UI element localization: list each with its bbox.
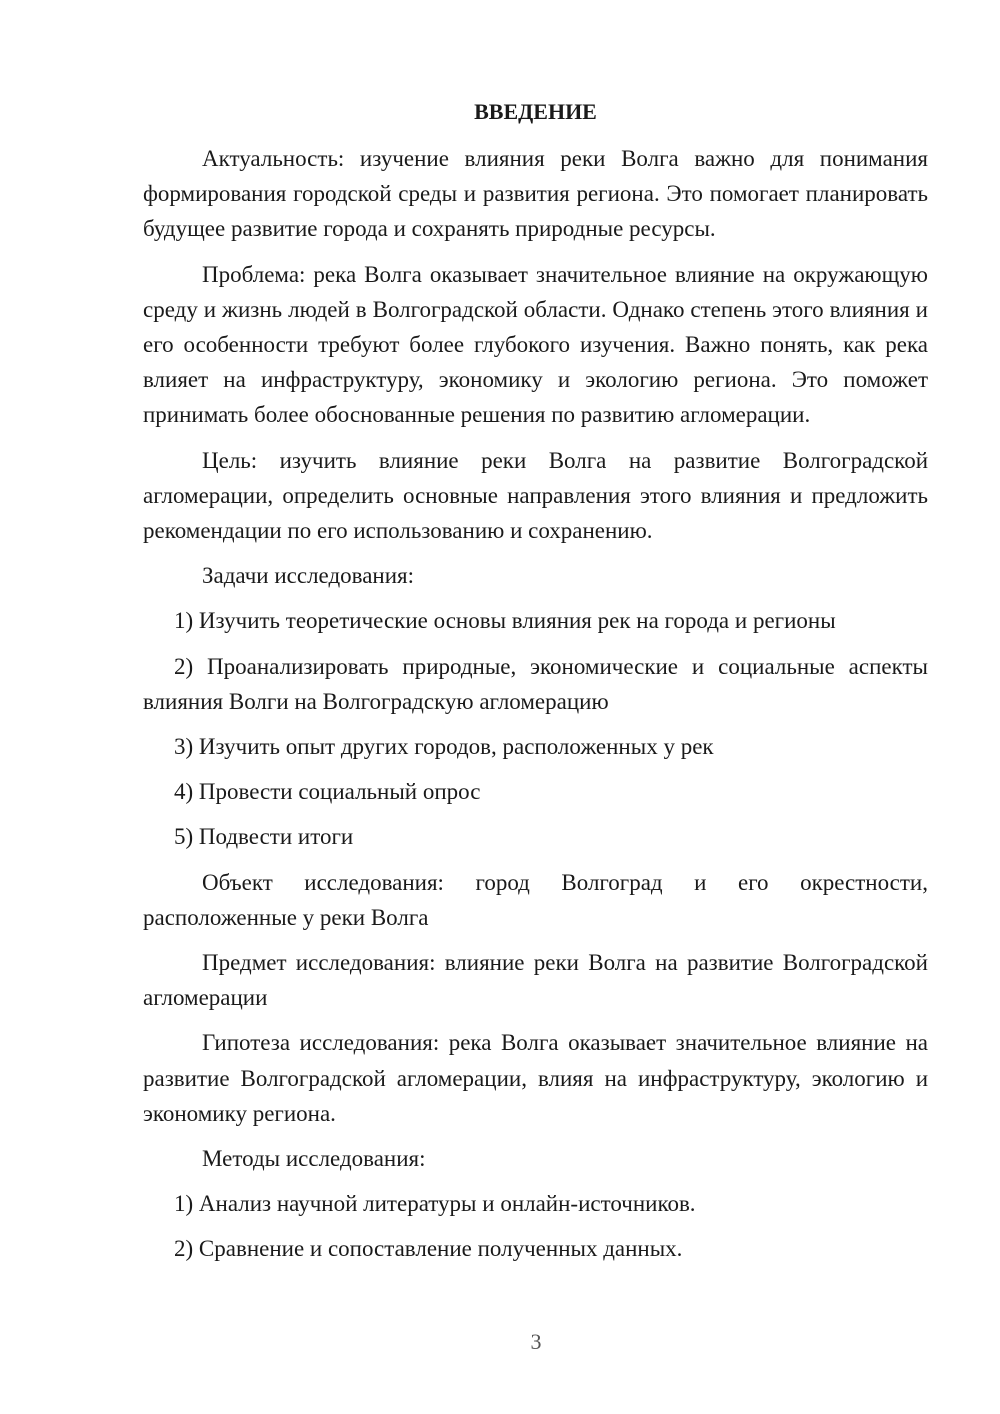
task-item-5: 5) Подвести итоги <box>174 824 354 850</box>
page-title: ВВЕДЕНИЕ <box>474 99 597 124</box>
method-item-2: 2) Сравнение и сопоставление полученных данных. <box>174 1236 683 1262</box>
problem-paragraph: Проблема: река Волга оказывает значительное влияние на окружающую среду и жизнь людей в Волгоградской области. Однако степень этого влияния и его особенности требуют более глубокого изучения. Важно понять, как река влияет на инфраструктуру, экономику и экологию региона. Это поможет принимать более обоснованные решения по развитию агломерации. <box>143 261 928 428</box>
tasks-heading: Задачи исследования: <box>202 563 415 589</box>
subject-paragraph: Предмет исследования: влияние реки Волга на развитие Волгоградской агломерации <box>143 950 928 1011</box>
page-number: 3 <box>530 1329 542 1354</box>
task-item-3: 3) Изучить опыт других городов, расположенных у рек <box>174 734 714 760</box>
page-content <box>143 94 928 1277</box>
relevance-paragraph: Актуальность: изучение влияния реки Волга важно для понимания формирования городской среды и развития региона. Это помогает планировать будущее развитие города и сохранять природные ресурсы. <box>143 146 928 242</box>
method-item-1: 1) Анализ научной литературы и онлайн-источников. <box>174 1191 696 1217</box>
methods-heading: Методы исследования: <box>202 1146 426 1172</box>
object-paragraph: Объект исследования: город Волгоград и его окрестности, расположенные у реки Волга <box>143 869 928 930</box>
goal-paragraph: Цель: изучить влияние реки Волга на развитие Волгоградской агломерации, определить основные направления этого влияния и предложить рекомендации по его использованию и сохранению. <box>143 447 928 544</box>
hypothesis-paragraph: Гипотеза исследования: река Волга оказывает значительное влияние на развитие Волгоградской агломерации, влияя на инфраструктуру, экологию и экономику региона. <box>143 1030 928 1126</box>
task-item-2: 2) Проанализировать природные, экономические и социальные аспекты влияния Волги на Волгоградскую агломерацию <box>143 653 928 714</box>
task-item-1: 1) Изучить теоретические основы влияния рек на города и регионы <box>174 608 836 634</box>
task-item-4: 4) Провести социальный опрос <box>174 779 481 805</box>
